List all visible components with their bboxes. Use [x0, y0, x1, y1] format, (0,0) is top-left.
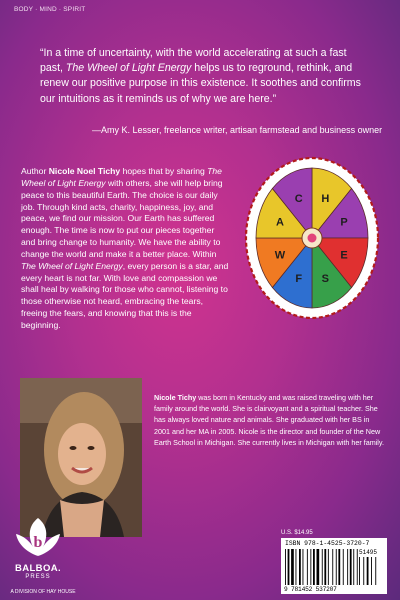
publisher-logo: [10, 512, 76, 596]
barcode-bar: [288, 549, 290, 585]
barcode-bar: [296, 549, 297, 585]
isbn-number: ISBN 978-1-4525-3720-7: [285, 540, 370, 547]
author-description: [21, 166, 231, 332]
barcode-bar: [322, 549, 323, 585]
bio-name: Nicole Tichy: [154, 393, 197, 402]
author-name: Nicole Noel Tichy: [48, 166, 121, 176]
quote-text-start: “In a time of uncertainty, with the world accelerating at such a fast past,: [40, 47, 347, 75]
quote-attribution: —Amy K. Lesser, freelance writer, artisan farmstead and business owner: [92, 125, 383, 135]
author-bio: [154, 392, 386, 448]
publisher-name: BALBOA.: [14, 563, 62, 574]
barcode-bar: [307, 549, 308, 585]
wheel-letter: F: [295, 273, 303, 286]
barcode-bar: [347, 549, 348, 585]
barcode-bar: [299, 549, 301, 585]
desc-text-4: , every person is a star, and every heart is not far. With love and compassion we shall heal by walking for those who cannot, listening to those otherwise not heard, embracing the tears, freeing the fears, and knowing that this is the beginning.: [21, 260, 229, 330]
barcode-bar: [353, 549, 354, 585]
barcode-bar: [332, 549, 333, 585]
barcode-bar: [350, 549, 352, 585]
barcode-bar: [328, 549, 329, 585]
barcode-bar: [317, 549, 320, 585]
quote-book-title: The Wheel of Light Energy: [65, 62, 192, 75]
wheel-letter: H: [321, 192, 330, 205]
barcode-addon-bar: [359, 557, 360, 585]
barcode-bar: [324, 549, 326, 585]
wheel-letter: A: [275, 216, 284, 229]
wheel-letter: W: [274, 249, 286, 262]
desc-text-1: Author: [21, 166, 49, 176]
barcode-bar: [285, 549, 286, 585]
barcode-bar: [303, 549, 304, 585]
wheel-letter: C: [294, 192, 303, 205]
wheel-letter: E: [340, 249, 348, 262]
barcode-bar: [291, 549, 294, 585]
barcode-number: 9 781452 537207: [284, 586, 337, 593]
barcode-bar: [338, 549, 340, 585]
barcode-addon-bar: [375, 557, 376, 585]
barcode-addon-bar: [371, 557, 372, 585]
quote-text-end: helps us to reground, rethink, and renew our positive purpose in this existence. It soothes and confirms our intuitions as it reminds us of why we are here.”: [40, 62, 361, 105]
category-label: BODY · MIND · SPIRIT: [14, 6, 86, 13]
publisher-press: PRESS: [25, 574, 51, 580]
barcode-bar: [343, 549, 344, 585]
publisher-division: A DIVISION OF HAY HOUSE: [10, 589, 76, 595]
logo-letter: b: [33, 534, 43, 551]
barcode-price-code: 51495: [359, 549, 378, 556]
endorsement-quote: [40, 46, 372, 107]
price-label: U.S. $14.95: [281, 530, 313, 536]
lotus-logo-icon: [10, 512, 66, 564]
barcode-addon-bar: [367, 557, 369, 585]
bio-text: was born in Kentucky and was raised traveling with her family around the world. She is clairvoyant and a spiritual teacher. She has always loved nature and animals. She graduated with her BS in 2001 and her MA in 2005. Nicole is the director and founder of the New Earth School in Michigan. She currently lives in Michigan with her family.: [154, 393, 384, 447]
wheel-letter: S: [321, 273, 329, 286]
wheel-illustration: [238, 150, 386, 326]
barcode-bar: [310, 549, 311, 585]
barcode-addon-bar: [363, 557, 364, 585]
wheel-svg: [238, 150, 386, 326]
barcode-bar: [313, 549, 315, 585]
desc-text-3: with others, she will help bring peace to this beautiful Earth. The choice is our daily job. Through kind acts, charity, happiness, joy, and peace, we find our mission. Our Earth has suffered enough. The time is now to put our pieces together and bring change to humanity. We have the ability to change the world and make it a better place. Within: [21, 177, 223, 259]
barcode-bar: [357, 549, 358, 585]
wheel-center-flower: [308, 234, 317, 243]
desc-book-title-2: The Wheel of Light Energy: [21, 260, 123, 271]
desc-text-2: hopes that by sharing: [120, 166, 208, 176]
wheel-letter: P: [340, 216, 348, 229]
barcode-bar: [336, 549, 337, 585]
desc-book-title-1: The Wheel of Light Energy: [21, 166, 222, 188]
isbn-barcode: [281, 538, 387, 594]
